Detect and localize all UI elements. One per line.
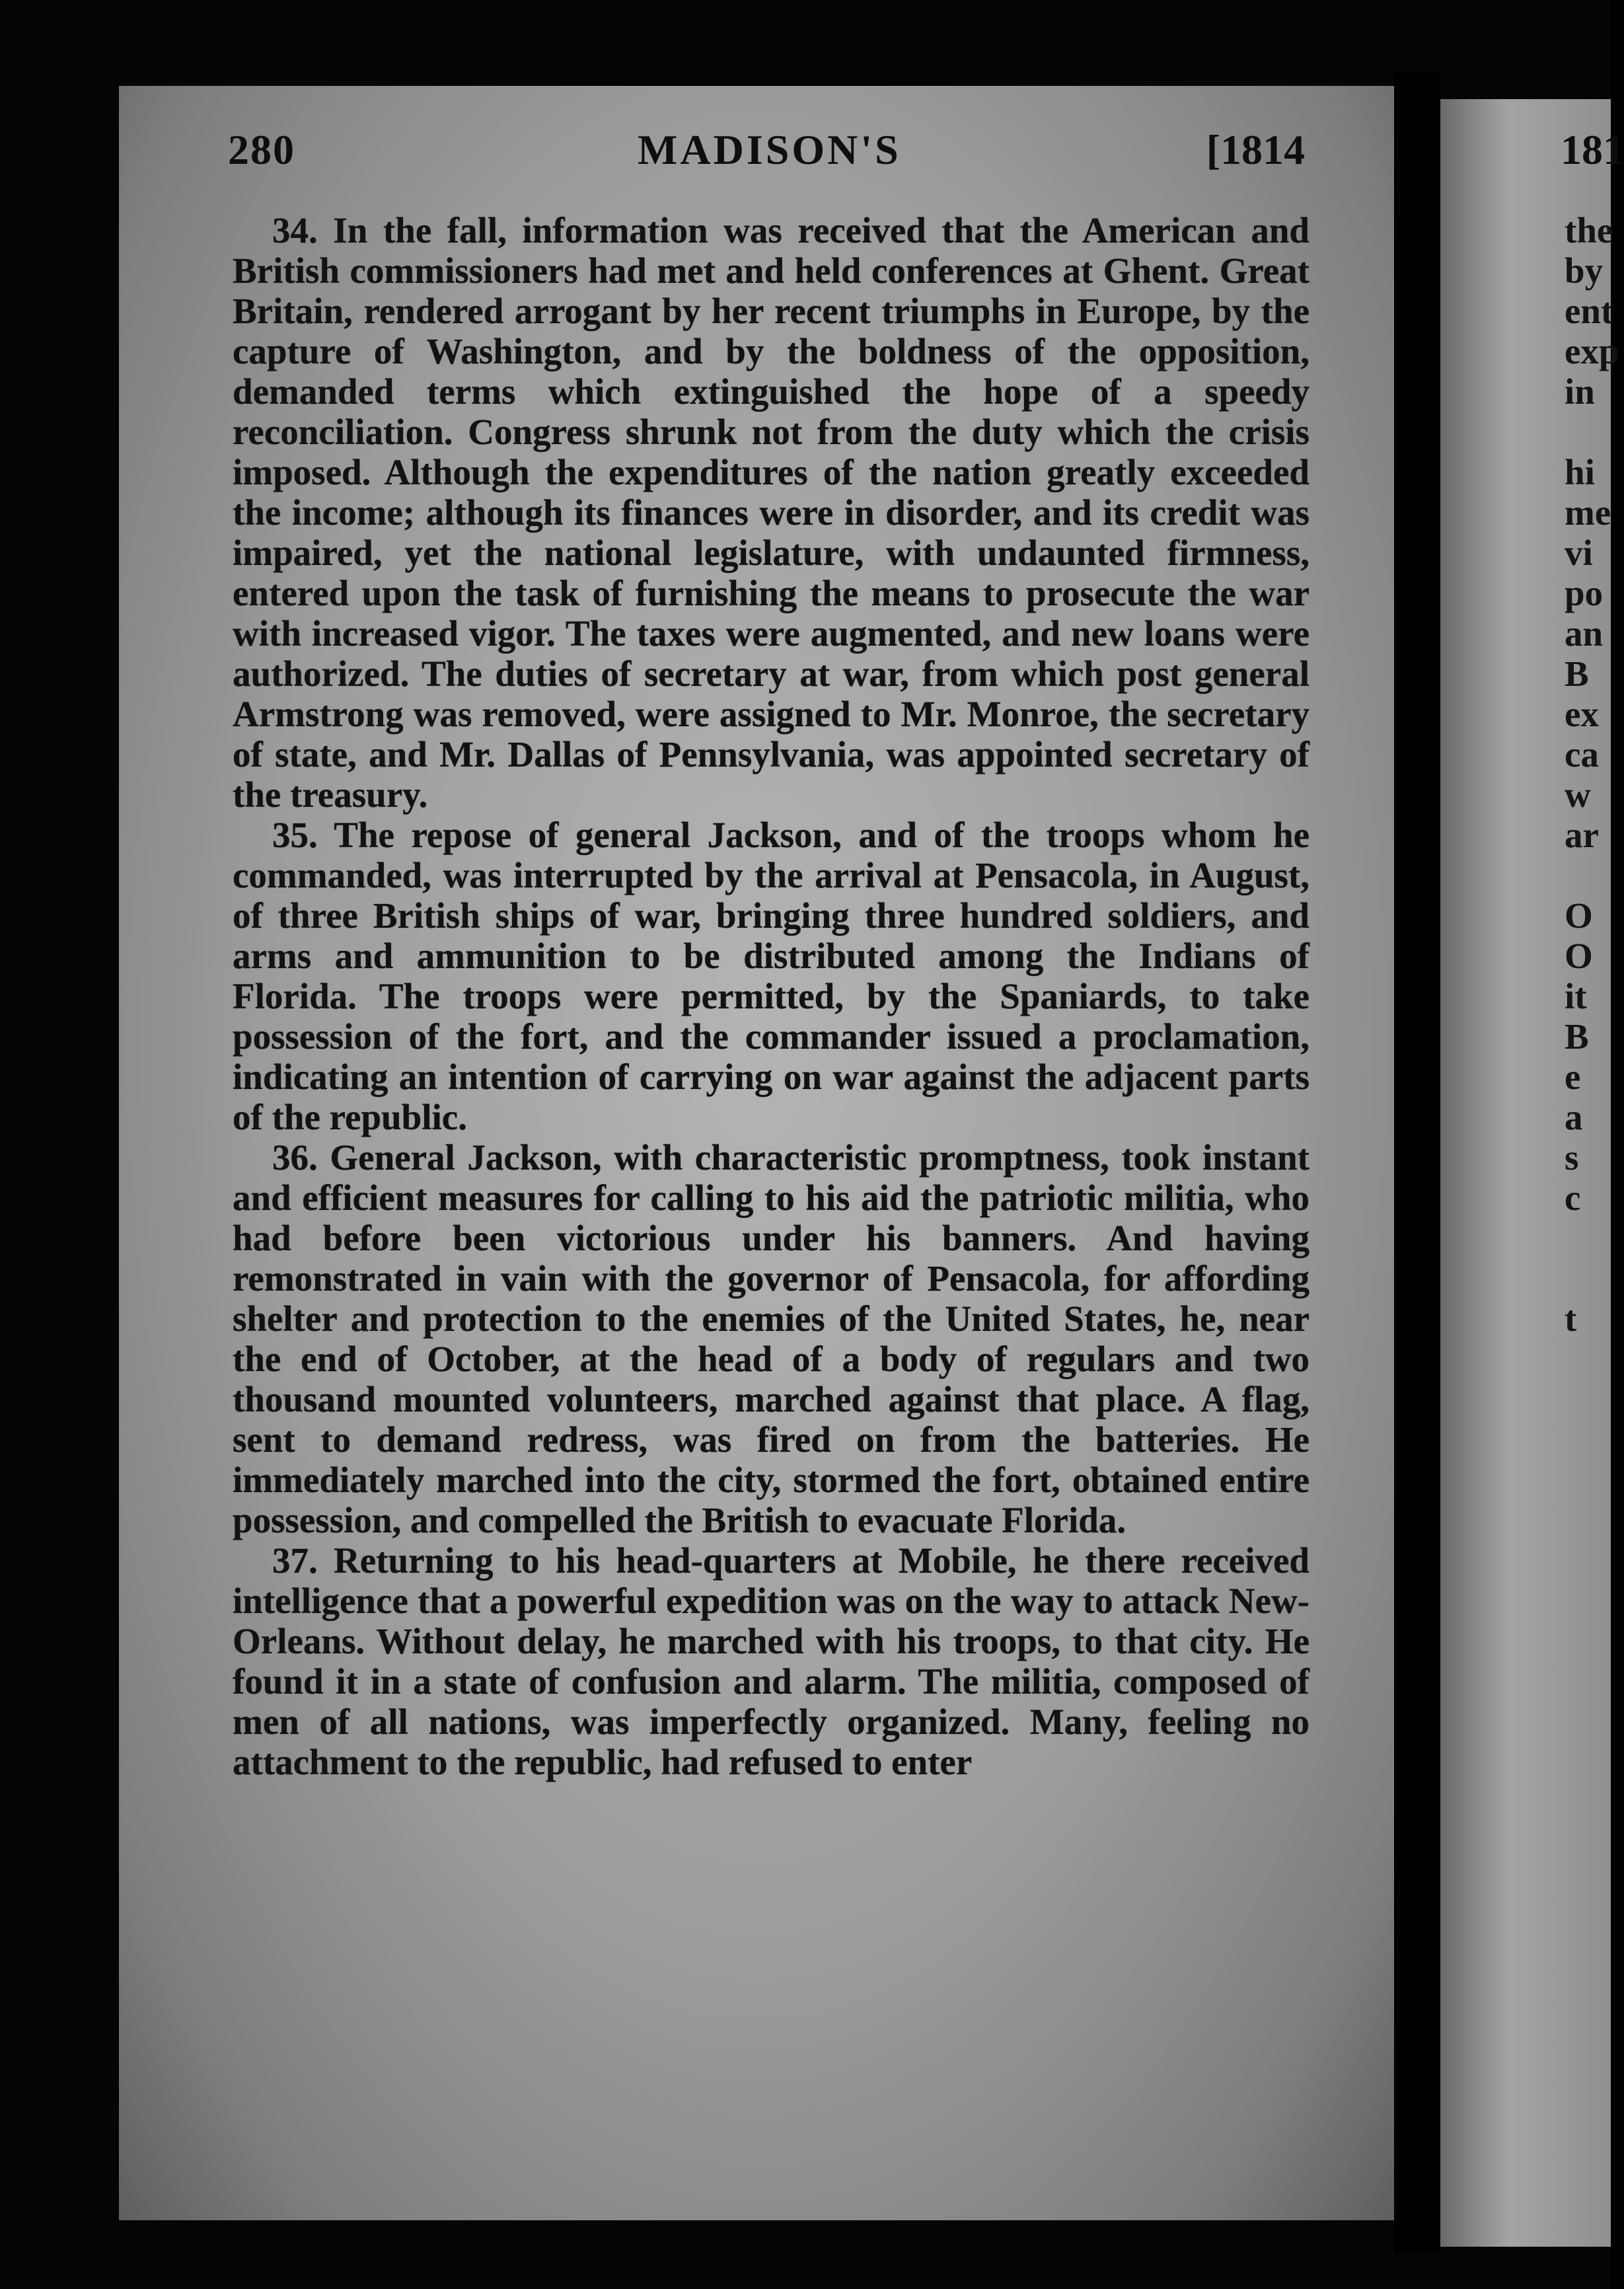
facing-page-line [1565, 1379, 1611, 1419]
facing-page-line: O [1565, 936, 1593, 976]
facing-page-line [1565, 1218, 1611, 1258]
facing-page-line: me [1565, 492, 1611, 533]
facing-page-line: a [1565, 1097, 1583, 1137]
facing-page-line: exp [1565, 331, 1619, 371]
facing-page-line [1565, 1258, 1611, 1298]
facing-page-line: B [1565, 1016, 1589, 1057]
facing-page-line: the [1565, 210, 1613, 250]
facing-page-line [1565, 1661, 1611, 1702]
page-number: 280 [228, 126, 295, 173]
facing-page-line: ca [1565, 734, 1599, 774]
facing-page-line [1565, 1742, 1611, 1782]
facing-page-line: hi [1565, 452, 1595, 492]
paragraph-36: 36. General Jackson, with characteristic promptness, took instant and efficient measures for calling to his aid the patriotic militia, who had before been victorious under his banners. And having remonstrated in vain with the governor of Pensacola, for affording shelter and protection to the enemies of the United States, he, near the end of October, at the head of a body of regulars and two thousand mounted volunteers, marched against that place. A flag, sent to demand redress, was fired on from the batteries. He immediately marched into the city, stormed the fort, obtained entire possession, and compelled the British to evacuate Florida. [233, 1137, 1310, 1540]
facing-page-line [1565, 1621, 1611, 1661]
facing-page-line [1565, 855, 1611, 895]
page-header [228, 126, 1305, 178]
facing-page-line [1565, 1460, 1611, 1500]
paragraph-35: 35. The repose of general Jackson, and of the troops whom he commanded, was interrupted by the arrival at Pensacola, in August, of three British ships of war, bringing three hundred soldiers, and arms and ammunition to be distributed among the Indians of Florida. The troops were permitted, by the Spaniards, to take possession of the fort, and the commander issued a proclamation, indicating an intention of carrying on war against the adjacent parts of the republic. [233, 815, 1310, 1137]
facing-page-line: it [1565, 976, 1587, 1016]
facing-page-line: O [1565, 895, 1593, 936]
facing-page-line: by [1565, 250, 1604, 291]
facing-page-line [1565, 412, 1611, 452]
facing-page-line: w [1565, 774, 1591, 815]
book-gutter [1394, 73, 1440, 2253]
facing-page-line: e [1565, 1057, 1581, 1097]
paragraph-37: 37. Returning to his head-quarters at Mobile, he there received intelligence that a powerful expedition was on the way to attack New-Orleans. Without delay, he marched with his troops, to that city. He found it in a state of confusion and alarm. The militia, composed of men of all nations, was imperfectly organized. Many, feeling no attachment to the republic, had refused to enter [233, 1540, 1310, 1782]
facing-page-line: ar [1565, 815, 1599, 855]
facing-page-line [1565, 1339, 1611, 1379]
running-title: MADISON'S [638, 126, 901, 173]
facing-page-line: po [1565, 573, 1604, 613]
facing-page-line: in [1565, 371, 1595, 412]
facing-page-line [1565, 1702, 1611, 1742]
facing-page-line [1565, 1581, 1611, 1621]
facing-page-line: B [1565, 654, 1589, 694]
facing-page-line: c [1565, 1178, 1581, 1218]
facing-page-year: 181 [1561, 126, 1624, 173]
facing-page-line [1565, 1419, 1611, 1460]
facing-page-line: an [1565, 613, 1604, 654]
facing-page-line: t [1565, 1298, 1577, 1339]
paragraph-34: 34. In the fall, information was received that the American and British commissioners had met and held conferences at Ghent. Great Britain, rendered arrogant by her recent triumphs in Europe, by the capture of Washington, and by the boldness of the opposition, demanded terms which extinguished the hope of a speedy reconciliation. Congress shrunk not from the duty which the crisis imposed. Although the expenditures of the nation greatly exceeded the income; although its finances were in disorder, and its credit was impaired, yet the national legislature, with undaunted firmness, entered upon the task of furnishing the means to prosecute the war with increased vigor. The taxes were augmented, and new loans were authorized. The duties of secretary at war, from which post general Armstrong was removed, were assigned to Mr. Monroe, the secretary of state, and Mr. Dallas of Pennsylvania, was appointed secretary of the treasury. [233, 210, 1310, 815]
facing-page-line: s [1565, 1137, 1579, 1178]
page-body [233, 210, 1310, 1782]
facing-page-line: vi [1565, 533, 1593, 573]
year-marker: [1814 [1206, 126, 1305, 173]
facing-page-line [1565, 1540, 1611, 1581]
facing-page-line [1565, 1500, 1611, 1540]
facing-page-text [1565, 210, 1619, 1782]
facing-page-line: ent [1565, 291, 1613, 331]
facing-page-line: ex [1565, 694, 1599, 734]
